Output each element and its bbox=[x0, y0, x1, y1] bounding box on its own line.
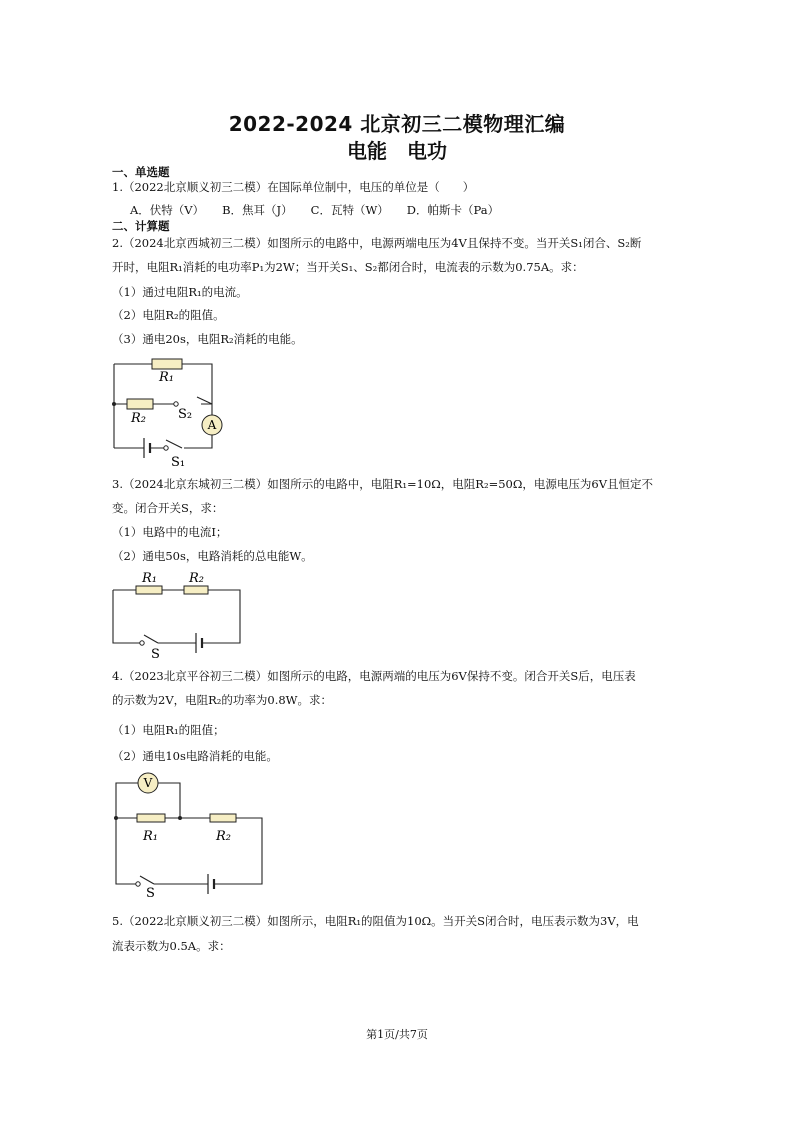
question-2-sub-1: （1）通过电阻R₁的电流。 bbox=[112, 285, 248, 299]
question-2-sub-3: （3）通电20s，电阻R₂消耗的电能。 bbox=[112, 332, 303, 346]
question-3-sub-1: （1）电路中的电流I； bbox=[112, 525, 228, 539]
question-3-sub-2: （2）通电50s，电路消耗的总电能W。 bbox=[112, 549, 313, 563]
resistor-r2-symbol bbox=[127, 399, 153, 409]
option-b: B．焦耳（J） bbox=[222, 203, 293, 217]
label-r2: R₂ bbox=[131, 411, 146, 426]
resistor-r1-symbol bbox=[137, 814, 165, 822]
label-r2: R₂ bbox=[189, 571, 204, 586]
junction-dot-left bbox=[114, 816, 118, 820]
resistor-r1-symbol bbox=[136, 586, 162, 594]
section-heading-single-choice: 一、单选题 bbox=[112, 165, 170, 179]
option-c: C．瓦特（W） bbox=[310, 203, 389, 217]
label-s1: S₁ bbox=[171, 455, 186, 470]
question-1-options bbox=[130, 202, 517, 218]
question-3-line-2: 变。闭合开关S，求： bbox=[112, 501, 224, 515]
junction-dot-right bbox=[178, 816, 182, 820]
ammeter-label: A bbox=[207, 418, 217, 432]
document-title: 2022-2024 北京初三二模物理汇编 bbox=[228, 112, 566, 136]
option-a: A．伏特（V） bbox=[130, 203, 205, 217]
label-r1: R₁ bbox=[143, 829, 158, 844]
section-heading-calculation: 二、计算题 bbox=[112, 219, 170, 233]
page-number: 第1页/共7页 bbox=[366, 1028, 428, 1041]
question-2-line-1: 2.（2024北京西城初三二模）如图所示的电路中，电源两端电压为4V且保持不变。当开关S₁闭合、S₂断 bbox=[112, 236, 642, 250]
question-2-sub-2: （2）电阻R₂的阻值。 bbox=[112, 308, 225, 322]
question-3-line-1: 3.（2024北京东城初三二模）如图所示的电路中，电阻R₁=10Ω，电阻R₂=50Ω，电源电压为6V且恒定不 bbox=[112, 477, 654, 491]
label-s2: S₂ bbox=[178, 407, 193, 422]
question-4-sub-2: （2）通电10s电路消耗的电能。 bbox=[112, 749, 278, 763]
question-5-line-2: 流表示数为0.5A。求： bbox=[112, 939, 231, 953]
label-r1: R₁ bbox=[142, 571, 157, 586]
question-1-stem: 1.（2022北京顺义初三二模）在国际单位制中，电压的单位是（ ） bbox=[112, 180, 475, 194]
option-d: D．帕斯卡（Pa） bbox=[406, 203, 500, 217]
question-5-line-1: 5.（2022北京顺义初三二模）如图所示，电阻R₁的阻值为10Ω。当开关S闭合时，电压表示数为3V，电 bbox=[112, 914, 639, 928]
label-r1: R₁ bbox=[159, 370, 174, 385]
circuit-diagram-q4 bbox=[104, 766, 274, 898]
label-s: S bbox=[146, 886, 155, 898]
question-4-line-1: 4.（2023北京平谷初三二模）如图所示的电路，电源两端的电压为6V保持不变。闭合开关S后，电压表 bbox=[112, 669, 636, 683]
question-4-sub-1: （1）电阻R₁的阻值； bbox=[112, 723, 225, 737]
circuit-diagram-q3 bbox=[104, 567, 249, 659]
switch-s1-contact bbox=[164, 446, 168, 450]
label-s: S bbox=[151, 647, 160, 659]
resistor-r2-symbol bbox=[210, 814, 236, 822]
switch-s-contact bbox=[136, 882, 140, 886]
switch-s2-contact bbox=[174, 402, 178, 406]
question-4-line-2: 的示数为2V，电阻R₂的功率为0.8W。求： bbox=[112, 693, 332, 707]
voltmeter-label: V bbox=[143, 776, 153, 790]
document-subtitle: 电能 电功 bbox=[347, 139, 447, 163]
junction-dot bbox=[112, 402, 116, 406]
resistor-r1-symbol bbox=[152, 359, 182, 369]
label-r2: R₂ bbox=[216, 829, 231, 844]
switch-s-contact bbox=[140, 641, 144, 645]
resistor-r2-symbol bbox=[184, 586, 208, 594]
question-2-line-2: 开时，电阻R₁消耗的电功率P₁为2W；当开关S₁、S₂都闭合时，电流表的示数为0.75A。求： bbox=[112, 260, 584, 274]
circuit-diagram-q2 bbox=[100, 348, 240, 473]
